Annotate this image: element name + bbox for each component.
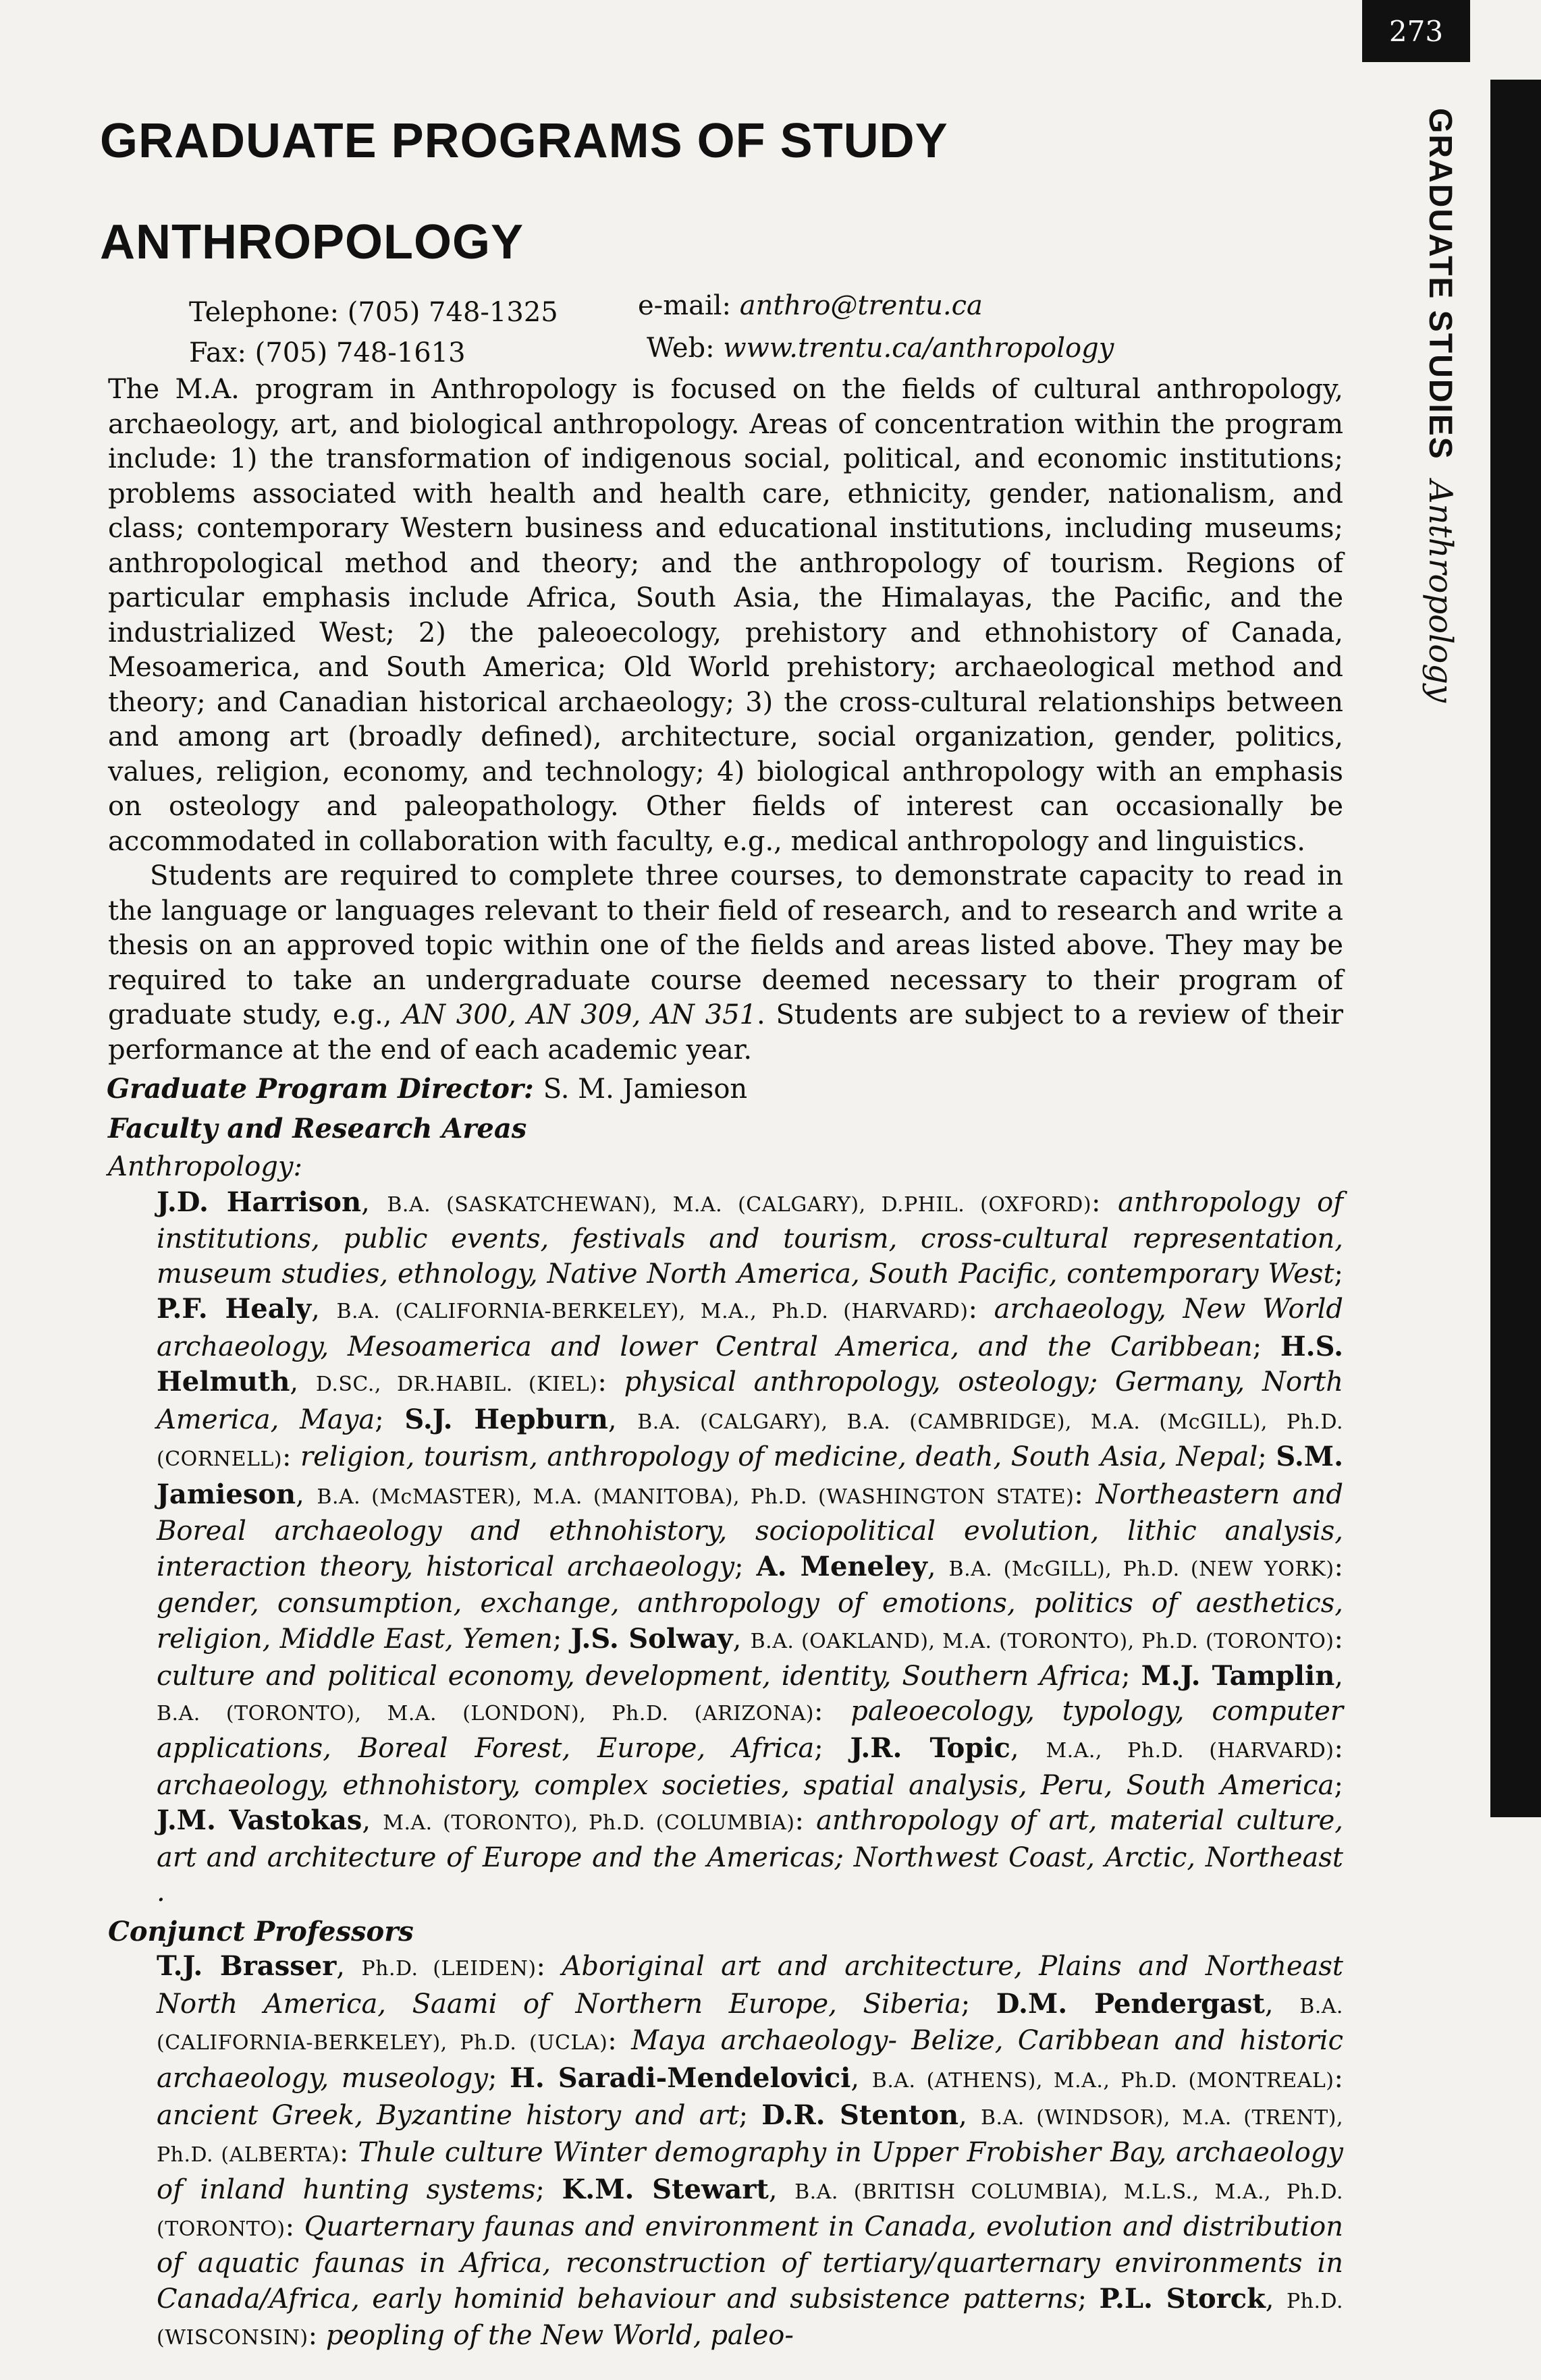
faculty-research-areas: anthropology of institutions, public events, festivals and tourism, cross-cultural representation, museum studies, ethnology, Native North America, South Pacific, contemporary West <box>157 1186 1344 1290</box>
faculty-list <box>108 1185 1343 1910</box>
conjunct-research-areas: Quarternary faunas and environment in Canada, evolution and distribution of aquatic faunas in Africa, reconstruction of tertiary/quarternary environments in Canada/Africa, early hominid behaviour and subsistence patterns <box>157 2211 1343 2315</box>
side-tab-bar <box>1490 80 1541 1817</box>
faculty-entry: J.S. Solway, B.A. (OAKLAND), M.A. (TORONTO), Ph.D. (TORONTO): culture and political economy, development, identity, Southern Africa; <box>157 1622 1343 1692</box>
faculty-entry: S.M. Jamieson, B.A. (McMASTER), M.A. (MANITOBA), Ph.D. (WASHINGTON STATE): Northeastern and Boreal archaeology and ethnohistory, sociopolitical evolution, lithic analysis, interaction theory, historical archaeology; <box>157 1441 1343 1582</box>
conjunct-name: T.J. Brasser <box>157 1950 337 1982</box>
fax: Fax: (705) 748-1613 <box>189 337 466 368</box>
faculty-name: P.F. Healy <box>157 1293 312 1325</box>
director-line <box>107 1072 1343 1107</box>
conjunct-entry: K.M. Stewart, B.A. (BRITISH COLUMBIA), M.L.S., M.A., Ph.D. (TORONTO): Quarternary faunas and environment in Canada, evolution and distribution of aquatic faunas in Africa, reconstruction of tertiary/quarternary environments in Canada/Africa, early hominid behaviour and subsistence patterns; <box>157 2174 1343 2315</box>
conjunct-research-areas: Aboriginal art and architecture, Plains and Northeast North America, Saami of Northern Europe, Siberia <box>157 1951 1343 2020</box>
conjunct-entry: T.J. Brasser, Ph.D. (LEIDEN): Aboriginal art and architecture, Plains and Northeast North America, Saami of Northern Europe, Siberia; <box>157 1950 1343 2020</box>
conjunct-research-areas: Maya archaeology- Belize, Caribbean and historic archaeology, museology <box>157 2025 1343 2094</box>
side-subsection-title: Anthropology <box>1422 480 1459 703</box>
faculty-name: H.S. Helmuth <box>157 1330 1343 1397</box>
faculty-degrees: B.A. (SASKATCHEWAN), M.A. (CALGARY), D.PHIL. (OXFORD) <box>387 1192 1092 1217</box>
faculty-degrees: M.A., Ph.D. (HARVARD) <box>1046 1739 1334 1763</box>
conjunct-degrees: Ph.D. (LEIDEN) <box>361 1957 537 1981</box>
faculty-degrees: B.A. (OAKLAND), M.A. (TORONTO), Ph.D. (TORONTO) <box>750 1629 1334 1653</box>
faculty-research-areas: Northeastern and Boreal archaeology and ethnohistory, sociopolitical evolution, lithic analysis, interaction theory, historical archaeology <box>157 1478 1343 1582</box>
web-label: Web: <box>647 333 715 364</box>
faculty-degrees: B.A. (McGILL), Ph.D. (NEW YORK) <box>948 1557 1334 1581</box>
conjunct-name: D.M. Pendergast <box>996 1987 1265 2020</box>
faculty-name: S.M. Jamieson <box>157 1441 1343 1510</box>
faculty-name: J.D. Harrison <box>157 1186 362 1218</box>
conjunct-entry: H. Saradi-Mendelovici, B.A. (ATHENS), M.A., Ph.D. (MONTREAL): ancient Greek, Byzantine history and art; <box>157 2061 1343 2131</box>
director-label: Graduate Program Director: <box>107 1073 534 1105</box>
faculty-research-areas: physical anthropology, osteology; Germany, North America, Maya <box>157 1366 1343 1435</box>
faculty-name: J.R. Topic <box>850 1732 1010 1764</box>
faculty-degrees: B.A. (CALGARY), B.A. (CAMBRIDGE), M.A. (McGILL), Ph.D. (CORNELL) <box>157 1410 1343 1471</box>
conjunct-entry: P.L. Storck, Ph.D. (WISCONSIN): peopling of the New World, paleo- <box>157 2282 1343 2351</box>
faculty-entry: J.R. Topic, M.A., Ph.D. (HARVARD): archaeology, ethnohistory, complex societies, spatial analysis, Peru, South America; <box>157 1732 1343 1801</box>
conjunct-research-areas: ancient Greek, Byzantine history and art <box>157 2100 739 2131</box>
conjunct-degrees: Ph.D. (WISCONSIN) <box>157 2289 1343 2350</box>
section-side-label <box>1397 108 1465 783</box>
faculty-degrees: B.A. (TORONTO), M.A. (LONDON), Ph.D. (ARIZONA) <box>157 1701 814 1725</box>
faculty-entry: J.M. Vastokas, M.A. (TORONTO), Ph.D. (COLUMBIA): anthropology of art, material culture, art and architecture of Europe and the Americas; Northwest Coast, Arctic, Northeast . <box>157 1804 1343 1908</box>
email-label: e-mail: <box>638 290 732 321</box>
director-name: S. M. Jamieson <box>543 1074 748 1105</box>
conjunct-list <box>108 1949 1343 2356</box>
faculty-entry: A. Meneley, B.A. (McGILL), Ph.D. (NEW YORK): gender, consumption, exchange, anthropology of emotions, politics of aesthetics, religion, Middle East, Yemen; <box>157 1550 1344 1655</box>
conjunct-research-areas: peopling of the New World, paleo- <box>325 2320 794 2351</box>
conjunct-entry: D.R. Stenton, B.A. (WINDSOR), M.A. (TRENT), Ph.D. (ALBERTA): Thule culture Winter demography in Upper Frobisher Bay, archaeology of inland hunting systems; <box>157 2099 1343 2205</box>
faculty-name: J.S. Solway <box>570 1622 733 1655</box>
web-line <box>647 333 1114 364</box>
faculty-name: J.M. Vastokas <box>157 1804 362 1836</box>
faculty-entry: J.D. Harrison, B.A. (SASKATCHEWAN), M.A. (CALGARY), D.PHIL. (OXFORD): anthropology of institutions, public events, festivals and tourism, cross-cultural representation, museum studies, ethnology, Native North America, South Pacific, contemporary West; <box>157 1186 1344 1290</box>
faculty-subheading: Anthropology: <box>108 1151 302 1182</box>
program-title: ANTHROPOLOGY <box>100 215 524 269</box>
faculty-degrees: B.A. (McMASTER), M.A. (MANITOBA), Ph.D. (WASHINGTON STATE) <box>317 1485 1075 1509</box>
conjunct-name: H. Saradi-Mendelovici <box>510 2061 851 2094</box>
faculty-name: S.J. Hepburn <box>404 1403 608 1435</box>
faculty-research-areas: archaeology, ethnohistory, complex societies, spatial analysis, Peru, South America <box>157 1769 1334 1801</box>
telephone: Telephone: (705) 748-1325 <box>189 297 558 328</box>
web-link[interactable]: www.trentu.ca/anthropology <box>723 333 1114 364</box>
email-line <box>638 290 983 321</box>
faculty-entry: H.S. Helmuth, D.SC., DR.HABIL. (KIEL): physical anthropology, osteology; Germany, North America, Maya; <box>157 1330 1343 1435</box>
faculty-research-areas: gender, consumption, exchange, anthropology of emotions, politics of aesthetics, religion, Middle East, Yemen <box>157 1588 1343 1655</box>
side-section-title: GRADUATE STUDIES <box>1422 108 1458 460</box>
conjunct-degrees: B.A. (BRITISH COLUMBIA), M.L.S., M.A., Ph.D. (TORONTO) <box>157 2180 1343 2241</box>
intro-paragraph: The M.A. program in Anthropology is focused on the fields of cultural anthropology, archaeology, art, and biological anthropology. Areas of concentration within the program include: 1) the transformation of indigenous social, political, and economic institutions; problems associated with health and health care, ethnicity, gender, nationalism, and class; contemporary Western business and educational institutions, including museums; anthropological method and theory; and the anthropology of tourism. Regions of particular emphasis include Africa, South Asia, the Himalayas, the Pacific, and the industrialized West; 2) the paleoecology, prehistory and ethnohistory of Canada, Mesoamerica, and South America; Old World prehistory; archaeological method and theory; and Canadian historical archaeology; 3) the cross-cultural relationships between and among art (broadly defined), architecture, social organization, gender, politics, values, religion, economy, and technology; 4) biological anthropology with an emphasis on osteology and paleopathology. Other fields of interest can occasionally be accommodated in collaboration with faculty, e.g., medical anthropology and linguistics. <box>108 374 1343 857</box>
faculty-entry: P.F. Healy, B.A. (CALIFORNIA-BERKELEY), M.A., Ph.D. (HARVARD): archaeology, New World archaeology, Mesoamerica and lower Central America, and the Caribbean; <box>157 1293 1343 1362</box>
faculty-heading: Faculty and Research Areas <box>108 1112 527 1144</box>
conjunct-degrees: B.A. (ATHENS), M.A., Ph.D. (MONTREAL) <box>871 2068 1334 2093</box>
page-number: 273 <box>1362 0 1470 62</box>
conjunct-name: D.R. Stenton <box>761 2099 959 2131</box>
requirements-paragraph: Students are required to complete three courses, to demonstrate capacity to read in the language or languages relevant to their field of research, and to research and write a thesis on an approved topic within one of the fields and areas listed above. They may be required to take an undergraduate course deemed necessary to their program of graduate study, e.g., AN 300, AN 309, AN 351. Students are subject to a review of their performance at the end of each academic year. <box>108 860 1343 1066</box>
course-list: AN 300, AN 309, AN 351 <box>402 999 757 1030</box>
conjunct-heading: Conjunct Professors <box>108 1915 414 1947</box>
faculty-research-areas: archaeology, New World archaeology, Mesoamerica and lower Central America, and the Caribbean <box>157 1294 1343 1362</box>
faculty-research-areas: paleoecology, typology, computer applications, Boreal Forest, Europe, Africa <box>157 1695 1343 1764</box>
faculty-degrees: B.A. (CALIFORNIA-BERKELEY), M.A., Ph.D. (HARVARD) <box>336 1300 969 1323</box>
faculty-research-areas: culture and political economy, development, identity, Southern Africa <box>157 1661 1122 1692</box>
main-content <box>108 372 1343 2356</box>
faculty-entry: M.J. Tamplin, B.A. (TORONTO), M.A. (LONDON), Ph.D. (ARIZONA): paleoecology, typology, computer applications, Boreal Forest, Europe, Africa; <box>157 1660 1343 1764</box>
email-link[interactable]: anthro@trentu.ca <box>739 290 983 321</box>
faculty-degrees: M.A. (TORONTO), Ph.D. (COLUMBIA) <box>383 1811 795 1835</box>
conjunct-name: P.L. Storck <box>1099 2282 1266 2315</box>
faculty-research-areas: anthropology of art, material culture, art and architecture of Europe and the Americas; Northwest Coast, Arctic, Northeast . <box>157 1805 1343 1908</box>
conjunct-entry: D.M. Pendergast, B.A. (CALIFORNIA-BERKELEY), Ph.D. (UCLA): Maya archaeology- Belize, Caribbean and historic archaeology, museology; <box>157 1987 1343 2094</box>
faculty-name: A. Meneley <box>756 1550 927 1582</box>
page-heading: GRADUATE PROGRAMS OF STUDY <box>100 114 948 168</box>
faculty-entry: S.J. Hepburn, B.A. (CALGARY), B.A. (CAMBRIDGE), M.A. (McGILL), Ph.D. (CORNELL): religion, tourism, anthropology of medicine, death, South Asia, Nepal; <box>157 1403 1343 1472</box>
conjunct-name: K.M. Stewart <box>562 2174 769 2205</box>
faculty-research-areas: religion, tourism, anthropology of medicine, death, South Asia, Nepal <box>300 1441 1258 1472</box>
conjunct-degrees: B.A. (WINDSOR), M.A. (TRENT), Ph.D. (ALBERTA) <box>157 2106 1343 2167</box>
conjunct-research-areas: Thule culture Winter demography in Upper Frobisher Bay, archaeology of inland hunting systems <box>157 2136 1343 2205</box>
faculty-degrees: D.SC., DR.HABIL. (KIEL) <box>315 1373 598 1396</box>
faculty-name: M.J. Tamplin <box>1141 1660 1335 1692</box>
conjunct-degrees: B.A. (CALIFORNIA-BERKELEY), Ph.D. (UCLA) <box>157 1994 1343 2055</box>
